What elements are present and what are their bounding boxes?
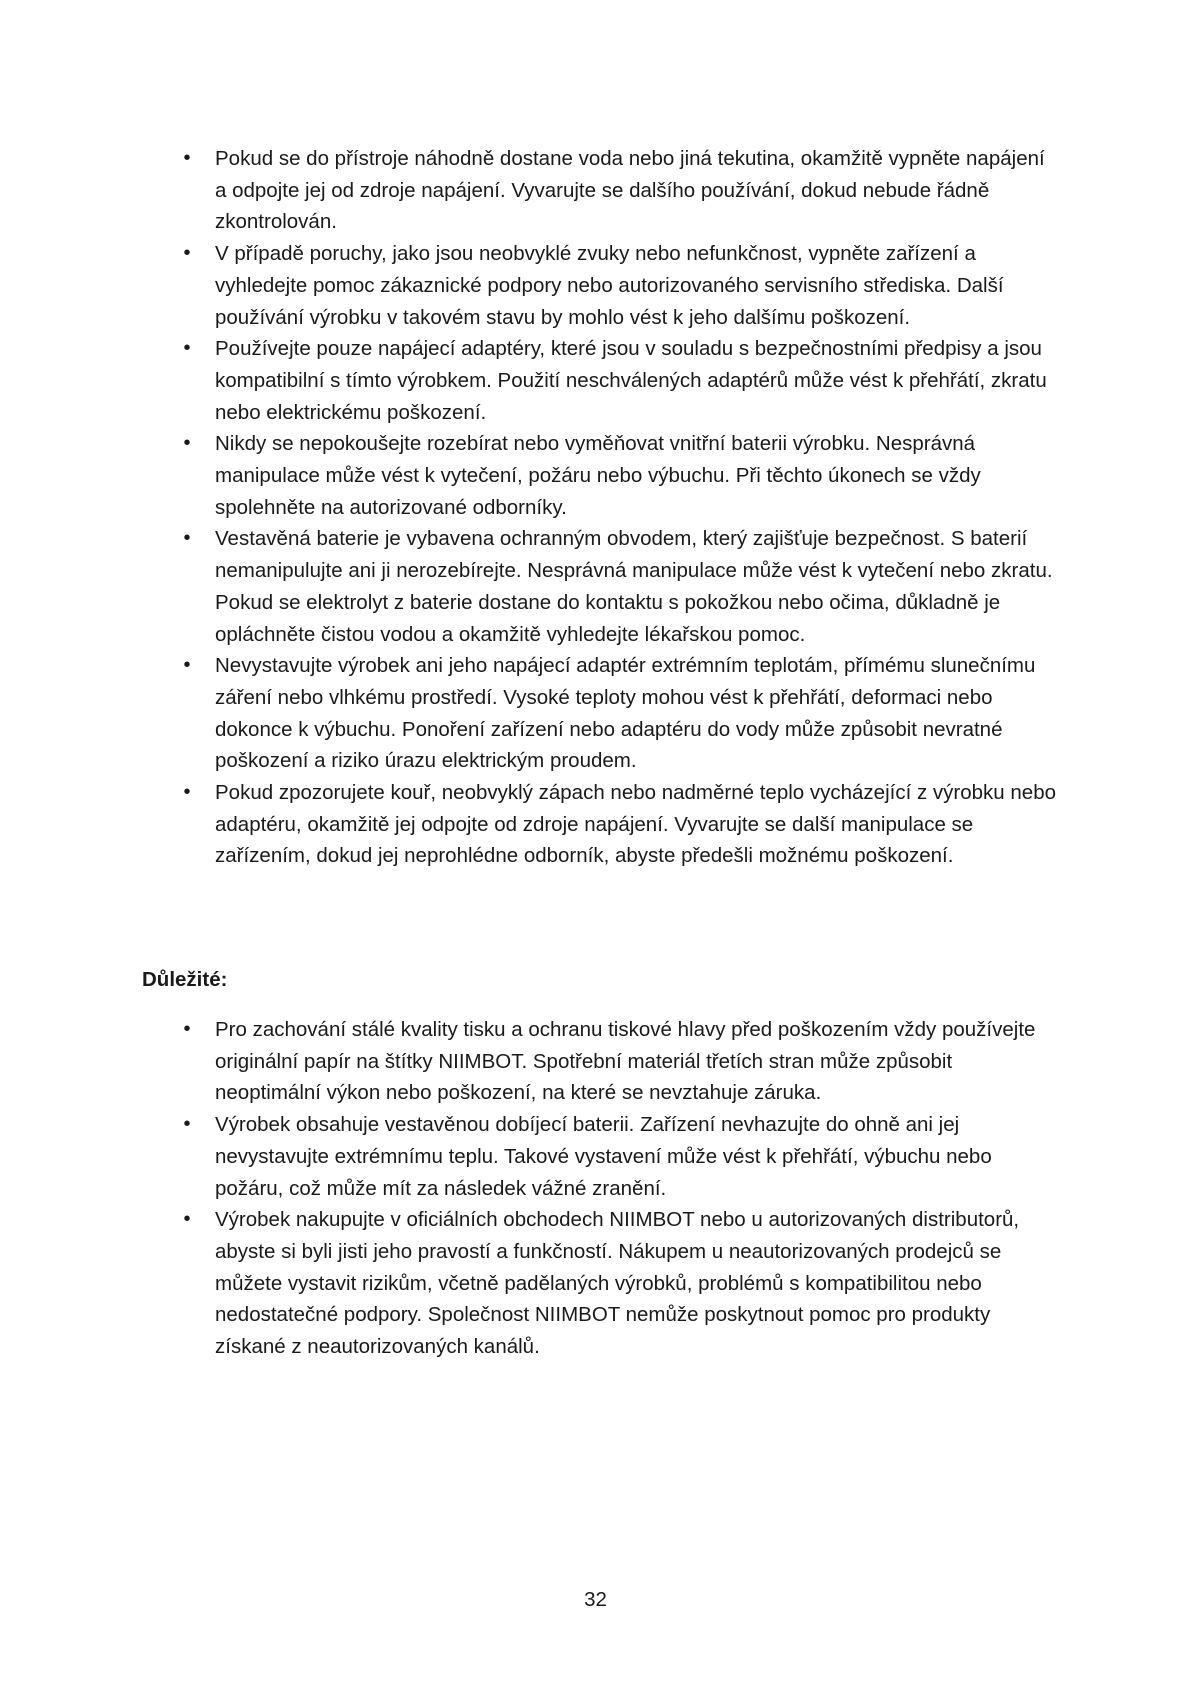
list-item-text: Výrobek obsahuje vestavěnou dobíjecí baterii. Zařízení nevhazujte do ohně ani jej nevystavujte extrémnímu teplu. Takové vystavení může vést k přehřátí, výbuchu nebo požáru, což může mít za následek vážné zranění. — [215, 1113, 992, 1200]
list-item — [180, 650, 1060, 777]
list-item-text: Nikdy se nepokoušejte rozebírat nebo vyměňovat vnitřní baterii výrobku. Nesprávná manipulace může vést k vytečení, požáru nebo výbuchu. Při těchto úkonech se vždy spolehněte na autorizované odborníky. — [215, 432, 981, 519]
list-item — [180, 428, 1060, 523]
list-item — [180, 523, 1060, 650]
bullet-icon: • — [183, 1018, 191, 1040]
bullet-icon: • — [183, 242, 191, 265]
list-item — [180, 777, 1060, 872]
bullet-icon: • — [183, 527, 191, 550]
list-item-text: Výrobek nakupujte v oficiálních obchodech NIIMBOT nebo u autorizovaných distributorů, abyste si byli jisti jeho pravostí a funkčností. Nákupem u neautorizovaných prodejců se můžete vystavit rizikům, včetně padělaných výrobků, problémů s kompatibilitou nebo nedostatečné podpory. Společnost NIIMBOT nemůže poskytnout pomoc pro produkty získané z neautorizovaných kanálů. — [215, 1208, 1020, 1359]
list-item — [180, 1109, 1060, 1204]
bullet-icon: • — [183, 147, 191, 169]
bullet-icon: • — [183, 337, 191, 360]
list-item — [180, 1204, 1060, 1363]
important-list — [180, 1014, 1060, 1363]
list-item-text: Pro zachování stálé kvality tisku a ochranu tiskové hlavy před poškozením vždy používejte originální papír na štítky NIIMBOT. Spotřební materiál třetích stran může způsobit neoptimální výkon nebo poškození, na které se nevztahuje záruka. — [215, 1018, 1036, 1105]
list-item — [180, 1014, 1060, 1109]
list-item-text: Nevystavujte výrobek ani jeho napájecí adaptér extrémním teplotám, přímému slunečnímu záření nebo vlhkému prostředí. Vysoké teploty mohou vést k přehřátí, deformaci nebo dokonce k výbuchu. Ponoření zařízení nebo adaptéru do vody může způsobit nevratné poškození a riziko úrazu elektrickým proudem. — [215, 654, 1036, 773]
safety-warnings-list — [180, 143, 1060, 872]
bullet-icon: • — [183, 432, 191, 455]
list-item-text: V případě poruchy, jako jsou neobvyklé zvuky nebo nefunkčnost, vypněte zařízení a vyhledejte pomoc zákaznické podpory nebo autorizovaného servisního střediska. Další používání výrobku v takovém stavu by mohlo vést k jeho dalšímu poškození. — [215, 242, 1004, 329]
list-item-text: Vestavěná baterie je vybavena ochranným obvodem, který zajišťuje bezpečnost. S baterií nemanipulujte ani ji nerozebírejte. Nesprávná manipulace může vést k vytečení nebo zkratu. Pokud se elektrolyt z baterie dostane do kontaktu s pokožkou nebo očima, důkladně je opláchněte čistou vodou a okamžitě vyhledejte lékařskou pomoc. — [215, 527, 1053, 646]
bullet-icon: • — [183, 781, 191, 804]
bullet-icon: • — [183, 1113, 191, 1136]
list-item — [180, 333, 1060, 428]
important-heading: Důležité: — [142, 968, 228, 991]
list-item — [180, 143, 1060, 238]
page-number: 32 — [584, 1588, 607, 1611]
list-item-text: Pokud se do přístroje náhodně dostane voda nebo jiná tekutina, okamžitě vypněte napájení a odpojte jej od zdroje napájení. Vyvarujte se dalšího používání, dokud nebude řádně zkontrolován. — [215, 147, 1045, 234]
list-item-text: Pokud zpozorujete kouř, neobvyklý zápach nebo nadměrné teplo vycházející z výrobku nebo adaptéru, okamžitě jej odpojte od zdroje napájení. Vyvarujte se další manipulace se zařízením, dokud jej neprohlédne odborník, abyste předešli možnému poškození. — [215, 781, 1057, 868]
bullet-icon: • — [183, 1208, 191, 1231]
list-item — [180, 238, 1060, 333]
bullet-icon: • — [183, 654, 191, 677]
list-item-text: Používejte pouze napájecí adaptéry, které jsou v souladu s bezpečnostními předpisy a jsou kompatibilní s tímto výrobkem. Použití neschválených adaptérů může vést k přehřátí, zkratu nebo elektrickému poškození. — [215, 337, 1047, 424]
